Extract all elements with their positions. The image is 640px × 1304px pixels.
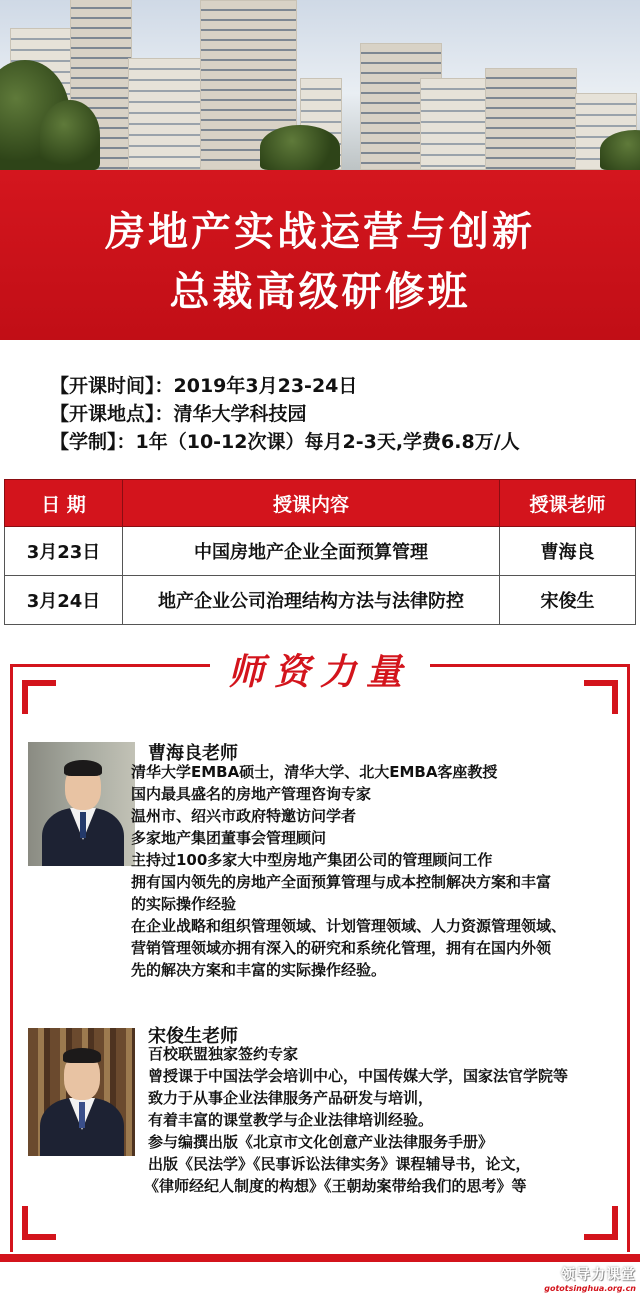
teacher-name: 曹海良老师 bbox=[148, 743, 238, 764]
teacher-photo-cao bbox=[28, 742, 135, 866]
row-teacher: 宋俊生 bbox=[500, 576, 636, 625]
frame-left-line bbox=[10, 664, 13, 1252]
bio-line: 先的解决方案和丰富的实际操作经验。 bbox=[131, 961, 387, 979]
bio-line: 致力于从事企业法律服务产品研发与培训， bbox=[148, 1089, 434, 1107]
bio-line: 清华大学EMBA硕士，清华大学、北大EMBA客座教授 bbox=[131, 763, 498, 781]
logo-name: 领导力课堂 bbox=[561, 1267, 636, 1283]
row-content: 地产企业公司治理结构方法与法律防控 bbox=[123, 576, 500, 625]
info-row-duration bbox=[50, 428, 520, 456]
bio-line: 温州市、绍兴市政府特邀访问学者 bbox=[131, 807, 357, 825]
schedule-table bbox=[4, 479, 636, 625]
corner-bracket-bottom-left bbox=[22, 1206, 56, 1240]
banner-title-line1: 房地产实战运营与创新 bbox=[105, 209, 535, 255]
row-content: 中国房地产企业全面预算管理 bbox=[123, 527, 500, 576]
table-header-row bbox=[5, 480, 636, 527]
hero-cityscape-image bbox=[0, 0, 640, 170]
frame-right-line bbox=[627, 664, 630, 1252]
bio-line: 曾授课于中国法学会培训中心，中国传媒大学，国家法官学院等 bbox=[148, 1067, 569, 1085]
bio-line: 主持过100多家大中型房地产集团公司的管理顾问工作 bbox=[131, 851, 493, 869]
row-teacher: 曹海良 bbox=[500, 527, 636, 576]
bio-line: 拥有国内领先的房地产全面预算管理与成本控制解决方案和丰富 bbox=[131, 873, 552, 891]
table-row bbox=[5, 576, 636, 625]
info-value: 1年（10-12次课）每月2-3天,学费6.8万/人 bbox=[135, 431, 520, 453]
col-teacher-header: 授课老师 bbox=[500, 480, 636, 527]
info-row-time bbox=[50, 372, 520, 400]
banner-title-line2: 总裁高级研修班 bbox=[169, 269, 471, 315]
info-value: 清华大学科技园 bbox=[173, 403, 307, 425]
teacher-name: 宋俊生老师 bbox=[148, 1026, 238, 1047]
row-date: 3月24日 bbox=[5, 576, 123, 625]
bio-line: 的实际操作经验 bbox=[131, 895, 237, 913]
corner-bracket-top-left bbox=[22, 680, 56, 714]
col-date-header: 日 期 bbox=[5, 480, 123, 527]
teacher-photo-song bbox=[28, 1028, 135, 1156]
course-info bbox=[50, 372, 520, 456]
info-row-location bbox=[50, 400, 520, 428]
bio-line: 在企业战略和组织管理领域、计划管理领域、人力资源管理领域、 bbox=[131, 917, 567, 935]
info-value: 2019年3月23-24日 bbox=[173, 375, 358, 397]
bio-line: 多家地产集团董事会管理顾问 bbox=[131, 829, 327, 847]
corner-bracket-bottom-right bbox=[584, 1206, 618, 1240]
bio-line: 出版《民法学》《民事诉讼法律实务》课程辅导书，论文， bbox=[148, 1155, 531, 1173]
logo-url: gototsinghua.org.cn bbox=[544, 1284, 636, 1293]
faculty-section-title: 师资力量 bbox=[227, 652, 412, 693]
bio-line: 《律师经纪人制度的构想》《王朝劫案带给我们的思考》等 bbox=[144, 1177, 527, 1195]
bio-line: 国内最具盛名的房地产管理咨询专家 bbox=[131, 785, 372, 803]
table-row bbox=[5, 527, 636, 576]
row-date: 3月23日 bbox=[5, 527, 123, 576]
info-label: 【开课地点】： bbox=[50, 403, 174, 425]
bio-line: 参与编撰出版《北京市文化创意产业法律服务手册》 bbox=[148, 1133, 494, 1151]
info-label: 【学制】： bbox=[50, 431, 136, 453]
watermark-logo bbox=[526, 1264, 636, 1300]
title-banner bbox=[0, 170, 640, 340]
corner-bracket-top-right bbox=[584, 680, 618, 714]
bio-line: 百校联盟独家签约专家 bbox=[148, 1045, 299, 1063]
footer-bar bbox=[0, 1254, 640, 1262]
bio-line: 有着丰富的课堂教学与企业法律培训经验。 bbox=[148, 1111, 434, 1129]
bio-line: 营销管理领域亦拥有深入的研究和系统化管理，拥有在国内外领 bbox=[131, 939, 552, 957]
col-content-header: 授课内容 bbox=[123, 480, 500, 527]
info-label: 【开课时间】： bbox=[50, 375, 174, 397]
